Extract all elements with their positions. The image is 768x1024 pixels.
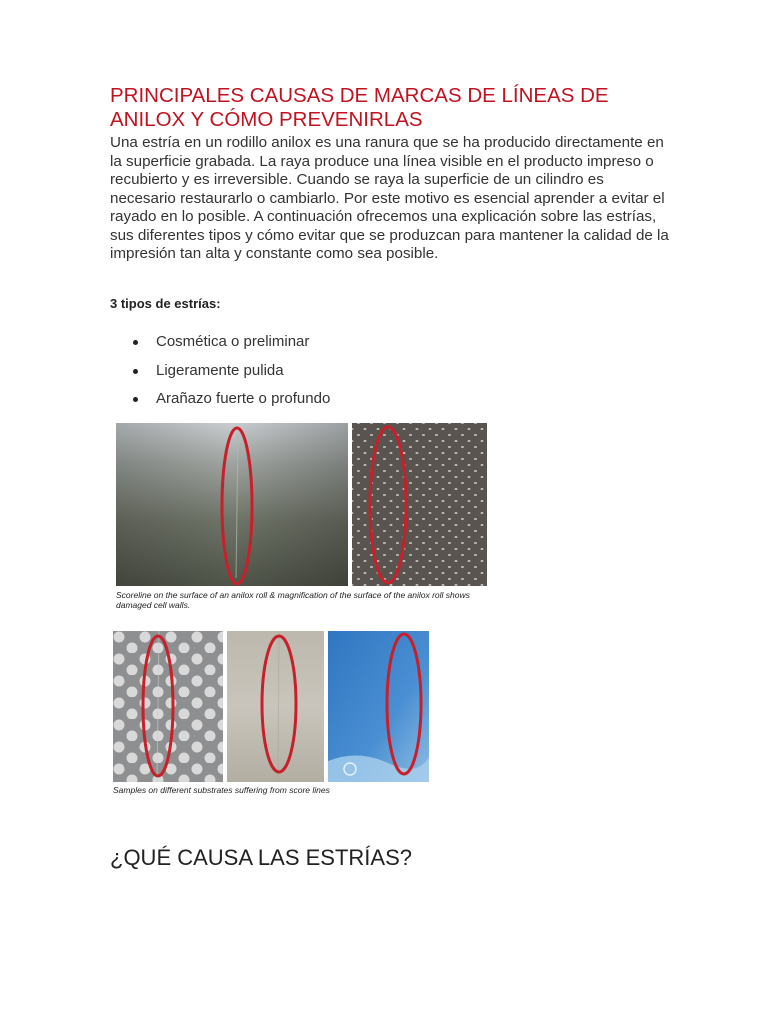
intro-paragraph: Una estría en un rodillo anilox es una ranura que se ha producido directamente en la superficie grabada. La raya produce una línea visible en el producto impreso o recubierto y es irreversible. Cuando se raya la superficie de un cilindro es necesario restaurarlo o cambiarlo. Por este motivo es esencial aprender a evitar el rayado en lo posible. A continuación ofrecemos una explicación sobre las estrías, sus diferentes tipos y cómo evitar que se produzcan para mantener la calidad de la impresión tan alta y constante como sea posible. bbox=[110, 134, 669, 262]
cell-magnification-photo bbox=[352, 423, 487, 586]
list-item-label: Ligeramente pulida bbox=[156, 361, 284, 379]
list-item bbox=[130, 389, 330, 418]
anilox-roll-photo bbox=[116, 423, 348, 586]
figure-caption: Samples on different substrates suffering from score lines bbox=[113, 785, 330, 795]
page-title: PRINCIPALES CAUSAS DE MARCAS DE LÍNEAS DE ANILOX Y CÓMO PREVENIRLAS bbox=[110, 84, 609, 131]
types-heading: 3 tipos de estrías: bbox=[110, 296, 221, 311]
types-list bbox=[130, 332, 330, 418]
dotted-substrate-photo bbox=[113, 631, 223, 782]
section-heading: ¿QUÉ CAUSA LAS ESTRÍAS? bbox=[110, 845, 412, 870]
bullet-icon bbox=[133, 340, 138, 345]
list-item bbox=[130, 332, 330, 361]
bullet-icon bbox=[133, 369, 138, 374]
list-item-label: Arañazo fuerte o profundo bbox=[156, 390, 331, 407]
bullet-icon bbox=[133, 397, 138, 402]
figure-substrate-samples bbox=[113, 628, 433, 798]
list-item bbox=[130, 361, 330, 390]
film-substrate-photo bbox=[227, 631, 324, 782]
list-item-label: Cosmética o preliminar bbox=[156, 333, 310, 350]
blue-substrate-photo bbox=[328, 631, 429, 782]
figure-anilox-scoreline bbox=[113, 420, 489, 615]
figure-caption: Scoreline on the surface of an anilox roll & magnification of the surface of the anilox roll shows damaged cell walls. bbox=[116, 590, 470, 610]
